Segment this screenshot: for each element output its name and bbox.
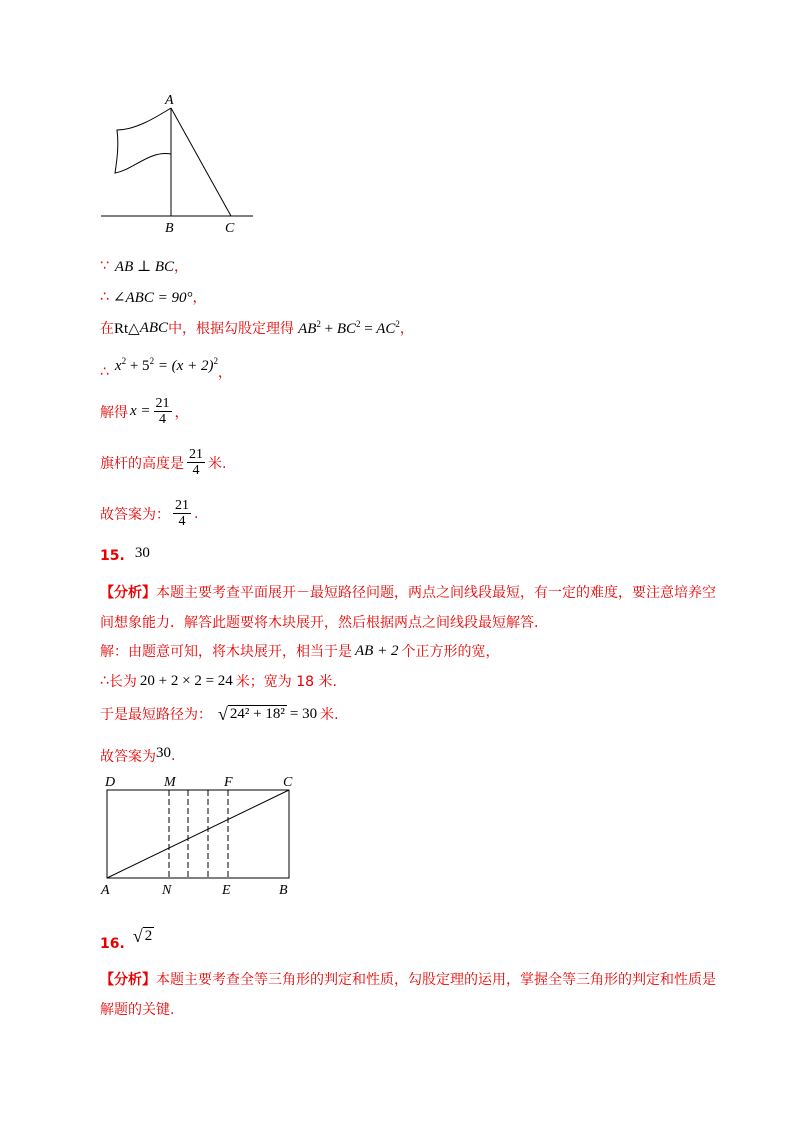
x-equals: x = [130,403,151,420]
fraction: $\frac{21}{4}$ [155,396,170,428]
analysis-text-cont: 间想象能力．解答此题要将木块展开，然后根据两点之间线段最短解答. [100,615,539,631]
question-answer: 30 [134,544,150,561]
therefore-symbol: ∴ [100,673,109,689]
sqrt-expression: √ 24² + 18² [218,704,285,724]
punct: . [194,505,199,522]
therefore-symbol: ∴ [100,289,109,305]
analysis-text: 本题主要考查全等三角形的判定和性质，勾股定理的运用，掌握全等三角形的判定和性质是 [156,972,716,988]
solution-15-line-2 [100,671,337,691]
rect-label-c: C [283,775,293,790]
flagpole-figure [95,90,265,240]
solution-text: 米. [320,707,339,723]
solution-text: 解：由题意可知，将木块展开，相当于是 [100,644,352,660]
rect-label-f: F [224,775,233,790]
answer-line [100,498,198,530]
rt-triangle: Rt△ [114,320,140,337]
punct: ， [174,404,189,421]
flag-label-a: A [165,93,174,108]
reason-line-3 [100,318,414,338]
analysis-text-cont: 解题的关键. [100,1002,175,1018]
solve-label: 解得 [100,404,128,421]
result: = 30 [289,705,318,722]
because-symbol: ∵ [100,258,109,274]
punct: ， [192,290,207,306]
punct: ， [174,259,189,275]
height-label: 旗杆的高度是 [100,455,184,472]
analysis-15 [100,578,740,638]
text-prefix: 在 [100,321,114,337]
question-16 [100,920,154,952]
fraction: $\frac{21}{4}$ [175,498,189,530]
solution-15-line-1 [100,641,499,661]
flag-label-c: C [225,221,235,236]
angle-expression: ∠ABC = 90° [112,289,193,306]
rect-label-m: M [164,775,176,790]
rect-label-d: D [105,775,116,790]
unfolded-rectangle-figure [95,772,305,900]
perp-expression: AB ⊥ BC [114,258,175,275]
rect-label-a: A [101,883,110,898]
solution-text: 故答案为 [100,749,156,765]
solution-text: 米；宽为 18 米. [235,674,337,690]
solution-text: 个正方形的宽， [401,644,500,660]
question-15 [100,544,150,564]
solution-15-line-3 [100,704,339,724]
solution-text: 于是最短路径为： [100,707,212,723]
analysis-tag: 【分析】 [100,972,156,988]
triangle-name: ABC [139,319,169,336]
unit: 米. [208,455,227,472]
solution-15-line-4 [100,746,175,766]
solution-text: 长为 [108,674,137,690]
rect-label-n: N [162,883,172,898]
fraction: $\frac{21}{4}$ [189,447,203,479]
pythagoras-expression: $AB^2 + BC^2 = AC^2$ [298,318,400,337]
analysis-tag: 【分析】 [100,585,156,601]
therefore-symbol: ∴ [100,364,109,380]
rect-label-e: E [222,883,231,898]
punct: ， [217,365,232,381]
answer-value: 30 [156,744,171,761]
answer-label: 故答案为： [100,506,170,523]
expression: 20 + 2 × 2 = 24 [139,672,233,689]
height-line [100,447,226,479]
question-number: 16. [100,936,125,952]
text-mid: 中，根据勾股定理得 [168,321,295,337]
analysis-16 [100,965,740,1025]
reason-line-2 [100,287,206,307]
rect-label-b: B [279,883,288,898]
reason-line-4 [100,348,232,382]
solve-line [100,396,189,428]
expression: AB + 2 [355,642,399,659]
punct: ， [399,321,414,337]
reason-line-1 [100,256,188,276]
flag-label-b: B [165,221,174,236]
equation: $x^2 + 5^2 = (x + 2)^2$ [114,355,218,374]
question-number: 15. [100,548,125,564]
question-answer: √ 2 [132,926,153,946]
punct: . [171,748,176,764]
analysis-text: 本题主要考查平面展开－最短路径问题，两点之间线段最短，有一定的难度，要注意培养空 [156,585,716,601]
